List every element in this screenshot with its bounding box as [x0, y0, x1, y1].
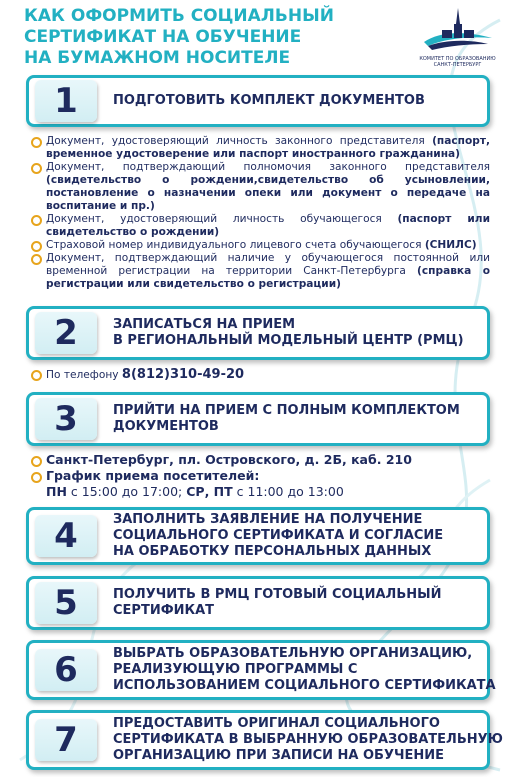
documents-list — [30, 135, 490, 291]
step-title-line: ЗАПИСАТЬСЯ НА ПРИЕМ — [113, 317, 296, 332]
step-title — [113, 403, 468, 435]
step-title-line: ЗАПОЛНИТЬ ЗАЯВЛЕНИЕ НА ПОЛУЧЕНИЕ — [113, 512, 423, 527]
phone-label: По телефону — [46, 369, 122, 381]
document-note: (паспорт, временное удостоверение или паспорт иностранного гражданина) — [46, 135, 490, 160]
schedule-label: График приема посетителей: — [46, 468, 260, 483]
step-2-card — [26, 306, 490, 360]
step-title — [113, 512, 451, 560]
step-number: 3 — [54, 399, 78, 439]
step-title — [113, 716, 511, 764]
committee-logo — [410, 6, 505, 70]
step-title-line: В РЕГИОНАЛЬНЫЙ МОДЕЛЬНЫЙ ЦЕНТР (РМЦ) — [113, 333, 464, 348]
document-text: Документ, подтверждающий наличие у обучающегося постоянной или временной регистрации на территории Санкт-Петербурга — [46, 252, 490, 277]
step-number-box — [35, 312, 97, 354]
list-item — [30, 135, 490, 161]
step-number: 1 — [54, 81, 78, 121]
document-note: (справка о регистрации или свидетельство о регистрации) — [46, 265, 490, 290]
step-title-line: СЕРТИФИКАТ — [113, 603, 215, 618]
step-title — [113, 317, 472, 349]
step-number: 5 — [54, 583, 78, 623]
step-title-line: ИСПОЛЬЗОВАНИЕМ СОЦИАЛЬНОГО СЕРТИФИКАТА — [113, 678, 496, 693]
document-text: Документ, удостоверяющий личность обучающегося — [46, 213, 398, 225]
step-number: 6 — [54, 650, 78, 690]
page-title — [24, 6, 404, 69]
step-title-line: ПОДГОТОВИТЬ КОМПЛЕКТ ДОКУМЕНТОВ — [113, 93, 425, 108]
document-text: Документ, удостоверяющий личность законного представителя — [46, 135, 433, 147]
step-title-line: ПОЛУЧИТЬ В РМЦ ГОТОВЫЙ СОЦИАЛЬНЫЙ — [113, 587, 442, 602]
step-5-card — [26, 576, 490, 630]
step-title-line: РЕАЛИЗУЮЩУЮ ПРОГРАММЫ С — [113, 662, 358, 677]
list-item — [30, 252, 490, 291]
step-title-line: ПРИЙТИ НА ПРИЕМ С ПОЛНЫМ КОМПЛЕКТОМ — [113, 403, 460, 418]
step-6-card — [26, 640, 496, 700]
phone-number: 8(812)310-49-20 — [121, 367, 245, 382]
step-3-card — [26, 392, 490, 446]
step-title-line: ДОКУМЕНТОВ — [113, 419, 219, 434]
step-4-card — [26, 507, 490, 565]
step-7-card — [26, 710, 503, 770]
step-title-line: СЕРТИФИКАТА В ВЫБРАННУЮ ОБРАЗОВАТЕЛЬНУЮ — [113, 732, 503, 747]
title-line-2: СЕРТИФИКАТ НА ОБУЧЕНИЕ — [24, 27, 302, 47]
title-line-1: КАК ОФОРМИТЬ СОЦИАЛЬНЫЙ — [24, 6, 334, 26]
schedule-time-2: с 11:00 до 13:00 — [232, 484, 344, 499]
schedule-label-row — [30, 468, 490, 484]
address: Санкт-Петербург, пл. Островского, д. 2Б, каб. 210 — [46, 452, 412, 467]
logo-caption-1: КОМИТЕТ ПО ОБРАЗОВАНИЮ — [419, 56, 496, 62]
step-1-card — [26, 75, 490, 127]
list-item — [30, 213, 490, 239]
document-note: (свидетельство о рождении,свидетельство об усыновлении, постановление о назначении опеки или документ о передаче на воспитание и пр.) — [46, 174, 490, 212]
step-title — [113, 587, 450, 619]
document-text: Документ, подтверждающий полномочия законного представителя — [46, 161, 490, 173]
step-number-box — [35, 582, 97, 624]
step-number: 4 — [54, 516, 78, 556]
step-title-line: ОРГАНИЗАЦИЮ ПРИ ЗАПИСИ НА ОБУЧЕНИЕ — [113, 748, 444, 763]
title-line-3: НА БУМАЖНОМ НОСИТЕЛЕ — [24, 48, 291, 68]
list-item — [30, 239, 490, 252]
visit-info — [30, 452, 490, 500]
step-number-box — [35, 515, 97, 557]
step-title-line: СОЦИАЛЬНОГО СЕРТИФИКАТА И СОГЛАСИЕ — [113, 528, 444, 543]
document-note: (СНИЛС) — [424, 239, 477, 251]
schedule-days-2: СР, ПТ — [186, 484, 233, 499]
step-title-line: ПРЕДОСТАВИТЬ ОРИГИНАЛ СОЦИАЛЬНОГО — [113, 716, 440, 731]
step-title — [113, 93, 433, 109]
step-number: 2 — [54, 313, 78, 353]
step-number-box — [35, 649, 97, 691]
phone-info — [30, 366, 490, 383]
step-title-line: ВЫБРАТЬ ОБРАЗОВАТЕЛЬНУЮ ОРГАНИЗАЦИЮ, — [113, 646, 473, 661]
step-number-box — [35, 719, 97, 761]
spire-emblem-icon — [418, 6, 498, 52]
step-number-box — [35, 398, 97, 440]
document-text: Страховой номер индивидуального лицевого счета обучающегося — [46, 239, 425, 251]
address-row — [30, 452, 490, 468]
document-note: (паспорт или свидетельство о рождении) — [46, 213, 490, 238]
step-title — [113, 646, 504, 694]
schedule-row — [30, 484, 490, 500]
step-title-line: НА ОБРАБОТКУ ПЕРСОНАЛЬНЫХ ДАННЫХ — [113, 544, 432, 559]
step-number: 7 — [54, 720, 78, 760]
phone-row — [30, 366, 490, 383]
list-item — [30, 161, 490, 213]
logo-caption-2: САНКТ-ПЕТЕРБУРГ — [433, 62, 482, 68]
schedule-days-1: ПН — [46, 484, 67, 499]
step-number-box — [35, 80, 97, 122]
schedule-time-1: с 15:00 до 17:00; — [66, 484, 187, 499]
